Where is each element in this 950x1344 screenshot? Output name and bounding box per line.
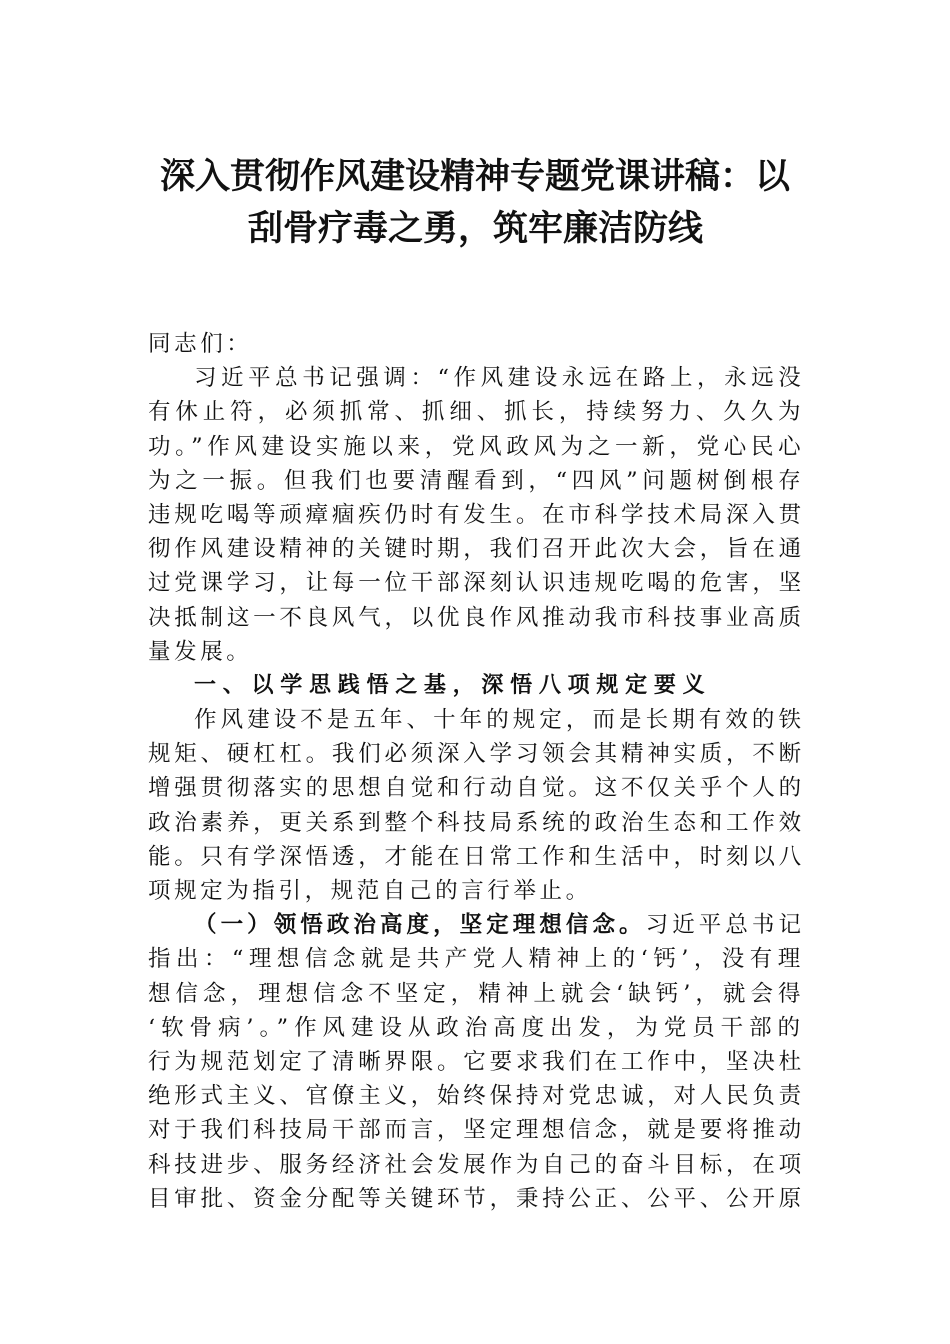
text-line: 项规定为指引，规范自己的言行举止。 — [148, 878, 592, 904]
text-line: 决抵制这一不良风气，以优良作风推动我市科技事业高质 — [148, 604, 805, 631]
text-line: 功。”作风建设实施以来，党风政风为之一新，党心民心 — [148, 433, 806, 460]
subsection-heading: （一）领悟政治高度，坚定理想信念。 — [194, 912, 646, 939]
text-line: 彻作风建设精神的关键时期，我们召开此次大会，旨在通 — [148, 536, 805, 563]
salutation: 同志们： — [148, 331, 253, 357]
text-line: 绝形式主义、官僚主义，始终保持对党忠诚，对人民负责 — [148, 1083, 805, 1110]
document-title — [160, 157, 800, 249]
text-line: 习近平总书记强调：“作风建设永远在路上，永远没 — [194, 365, 806, 392]
text-line: 目审批、资金分配等关键环节，秉持公正、公平、公开原 — [148, 1185, 805, 1212]
text-line: 行为规范划定了清晰界限。它要求我们在工作中，坚决杜 — [148, 1048, 805, 1075]
title-line: 深入贯彻作风建设精神专题党课讲稿：以 — [160, 157, 790, 197]
paragraph-subsection-1 — [148, 908, 806, 1216]
document-body — [148, 327, 806, 1216]
text-line: 指出：“理想信念就是共产党人精神上的‘钙’，没有理 — [148, 946, 806, 973]
text-line — [148, 908, 806, 942]
text-line: 过党课学习，让每一位干部深刻认识违规吃喝的危害，坚 — [148, 570, 805, 597]
text-line: 想信念，理想信念不坚定，精神上就会‘缺钙’，就会得 — [148, 980, 806, 1007]
section-heading: 一、以学思践悟之基，深悟八项规定要义 — [194, 672, 712, 698]
paragraph-intro — [148, 361, 806, 669]
text-line: 科技进步、服务经济社会发展作为自己的奋斗目标，在项 — [148, 1151, 805, 1178]
text-line: 能。只有学深悟透，才能在日常工作和生活中，时刻以八 — [148, 843, 805, 870]
text-line: 违规吃喝等顽瘴痼疾仍时有发生。在市科学技术局深入贯 — [148, 501, 805, 528]
text-line: 有休止符，必须抓常、抓细、抓长，持续努力、久久为 — [148, 399, 806, 426]
text-line: 量发展。 — [148, 638, 253, 665]
text-line: 作风建设不是五年、十年的规定，而是长期有效的铁 — [194, 707, 806, 734]
text-line: 增强贯彻落实的思想自觉和行动自觉。这不仅关乎个人的 — [148, 775, 805, 802]
text-line: 为之一振。但我们也要清醒看到，“四风”问题树倒根存 — [148, 467, 806, 494]
paragraph-section-1 — [148, 703, 806, 908]
text-line: 政治素养，更关系到整个科技局系统的政治生态和工作效 — [148, 809, 805, 836]
title-line: 刮骨疗毒之勇，筑牢廉洁防线 — [248, 209, 703, 249]
text-run: 习近平总书记 — [645, 912, 806, 939]
text-line: 对于我们科技局干部而言，坚定理想信念，就是要将推动 — [148, 1117, 805, 1144]
text-line: 规矩、硬杠杠。我们必须深入学习领会其精神实质，不断 — [148, 741, 805, 768]
text-line: ‘软骨病’。”作风建设从政治高度出发，为党员干部的 — [148, 1014, 806, 1041]
